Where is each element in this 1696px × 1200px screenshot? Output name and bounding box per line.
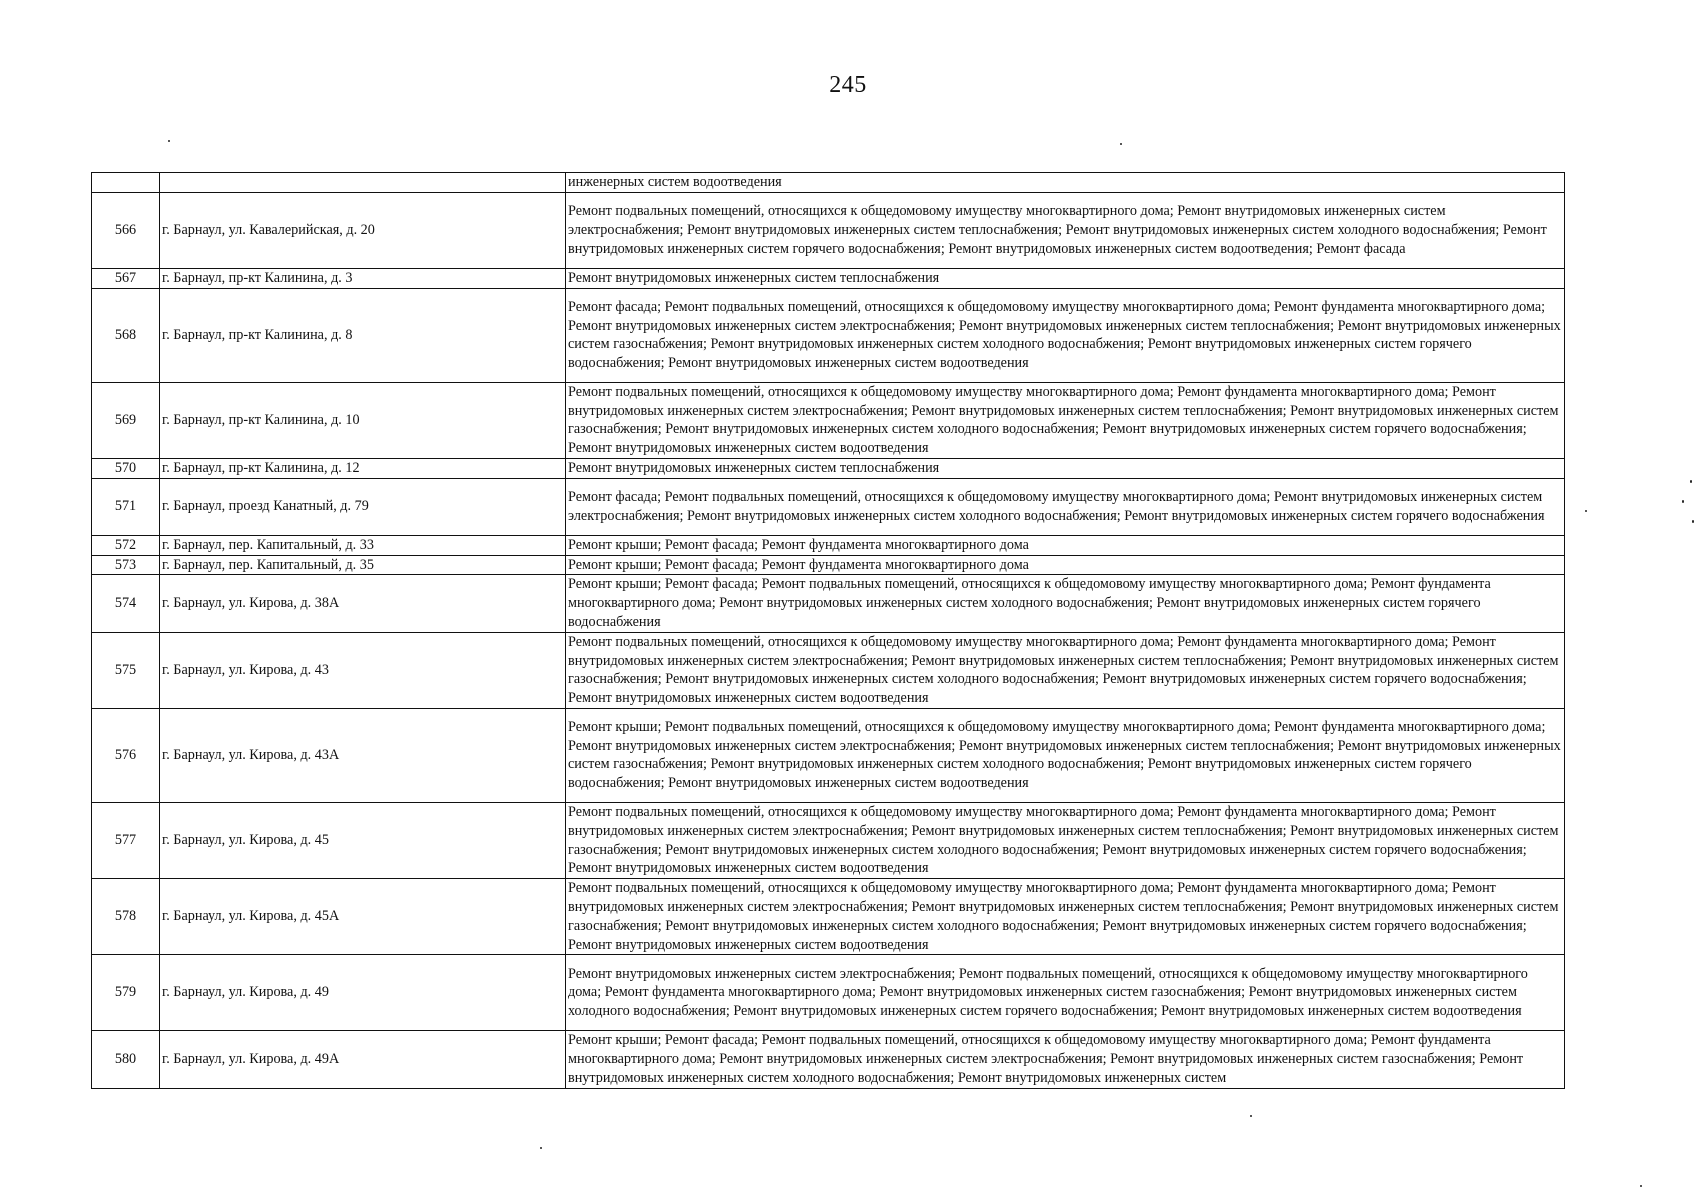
table-row	[92, 1031, 1565, 1088]
row-number: 577	[92, 802, 160, 878]
row-number: 574	[92, 575, 160, 632]
row-number: 571	[92, 478, 160, 535]
row-work-list	[566, 478, 1565, 535]
row-address: г. Барнаул, пр-кт Калинина, д. 3	[160, 269, 566, 289]
row-work-list	[566, 288, 1565, 382]
row-work-list	[566, 173, 1565, 193]
scan-speck	[1640, 1185, 1642, 1187]
row-number: 578	[92, 879, 160, 955]
row-work-text: Ремонт подвальных помещений, относящихся к общедомовому имуществу многоквартирного дома; Ремонт фундамента многоквартирного дома; Ремонт внутридомовых инженерных систем электроснабжения; Ремонт внутридомовых инженерных систем теплоснабжения; Ремонт внутридомовых инженерных систем газоснабжения; Ремонт внутридомовых инженерных систем холодного водоснабжения; Ремонт внутридомовых инженерных систем горячего водоснабжения; Ремонт внутридомовых инженерных систем водоотведения	[568, 803, 1559, 877]
row-address: г. Барнаул, пер. Капитальный, д. 35	[160, 555, 566, 575]
row-address: г. Барнаул, ул. Кирова, д. 45А	[160, 879, 566, 955]
table-row	[92, 288, 1565, 382]
row-work-text: Ремонт крыши; Ремонт подвальных помещений, относящихся к общедомовому имуществу многоквартирного дома; Ремонт фундамента многоквартирного дома; Ремонт внутридомовых инженерных систем электроснабжения; Ремонт внутридомовых инженерных систем теплоснабжения; Ремонт внутридомовых инженерных систем газоснабжения; Ремонт внутридомовых инженерных систем холодного водоснабжения; Ремонт внутридомовых инженерных систем горячего водоснабжения; Ремонт внутридомовых инженерных систем водоотведения	[568, 718, 1561, 792]
table-row	[92, 173, 1565, 193]
table-row	[92, 193, 1565, 269]
scan-speck	[540, 1147, 542, 1149]
scan-speck	[1690, 480, 1692, 483]
scan-speck	[1692, 520, 1694, 523]
row-work-text: Ремонт внутридомовых инженерных систем теплоснабжения	[568, 270, 940, 286]
row-work-text: Ремонт подвальных помещений, относящихся к общедомовому имуществу многоквартирного дома; Ремонт фундамента многоквартирного дома; Ремонт внутридомовых инженерных систем электроснабжения; Ремонт внутридомовых инженерных систем теплоснабжения; Ремонт внутридомовых инженерных систем газоснабжения; Ремонт внутридомовых инженерных систем холодного водоснабжения; Ремонт внутридомовых инженерных систем горячего водоснабжения; Ремонт внутридомовых инженерных систем водоотведения	[568, 383, 1559, 457]
table-row	[92, 632, 1565, 708]
row-work-text: Ремонт фасада; Ремонт подвальных помещений, относящихся к общедомовому имуществу многоквартирного дома; Ремонт внутридомовых инженерных систем электроснабжения; Ремонт внутридомовых инженерных систем холодного водоснабжения; Ремонт внутридомовых инженерных систем горячего водоснабжения	[568, 488, 1545, 524]
table-row	[92, 708, 1565, 802]
row-work-text: Ремонт крыши; Ремонт фасада; Ремонт подвальных помещений, относящихся к общедомовому имуществу многоквартирного дома; Ремонт фундамента многоквартирного дома; Ремонт внутридомовых инженерных систем электроснабжения; Ремонт внутридомовых инженерных систем газоснабжения; Ремонт внутридомовых инженерных систем холодного водоснабжения; Ремонт внутридомовых инженерных систем	[568, 1032, 1524, 1086]
row-address: г. Барнаул, ул. Кирова, д. 43А	[160, 708, 566, 802]
row-work-text: Ремонт внутридомовых инженерных систем электроснабжения; Ремонт подвальных помещений, относящихся к общедомовому имуществу многоквартирного дома; Ремонт фундамента многоквартирного дома; Ремонт внутридомовых инженерных систем газоснабжения; Ремонт внутридомовых инженерных систем холодного водоснабжения; Ремонт внутридомовых инженерных систем горячего водоснабжения; Ремонт внутридомовых инженерных систем водоотведения	[568, 965, 1528, 1020]
row-address: г. Барнаул, ул. Кирова, д. 49А	[160, 1031, 566, 1088]
row-number: 573	[92, 555, 160, 575]
row-work-text: Ремонт подвальных помещений, относящихся к общедомовому имуществу многоквартирного дома; Ремонт фундамента многоквартирного дома; Ремонт внутридомовых инженерных систем электроснабжения; Ремонт внутридомовых инженерных систем теплоснабжения; Ремонт внутридомовых инженерных систем газоснабжения; Ремонт внутридомовых инженерных систем холодного водоснабжения; Ремонт внутридомовых инженерных систем горячего водоснабжения; Ремонт внутридомовых инженерных систем водоотведения	[568, 880, 1559, 953]
row-work-text: Ремонт крыши; Ремонт фасада; Ремонт фундамента многоквартирного дома	[568, 536, 1029, 553]
row-number: 580	[92, 1031, 160, 1088]
row-work-list	[566, 879, 1565, 955]
table-row	[92, 382, 1565, 458]
row-work-list	[566, 955, 1565, 1031]
row-address: г. Барнаул, ул. Кирова, д. 38А	[160, 575, 566, 632]
scan-speck	[1585, 510, 1587, 512]
table-row	[92, 575, 1565, 632]
row-work-list	[566, 802, 1565, 878]
row-address: г. Барнаул, ул. Кирова, д. 45	[160, 802, 566, 878]
scan-speck	[1682, 500, 1684, 503]
row-address: г. Барнаул, пр-кт Калинина, д. 12	[160, 458, 566, 478]
row-address: г. Барнаул, пр-кт Калинина, д. 8	[160, 288, 566, 382]
row-work-list	[566, 382, 1565, 458]
row-work-text: Ремонт внутридомовых инженерных систем теплоснабжения	[568, 459, 940, 476]
page-number: 245	[829, 72, 867, 98]
row-work-text: Ремонт подвальных помещений, относящихся к общедомовому имуществу многоквартирного дома; Ремонт внутридомовых инженерных систем электроснабжения; Ремонт внутридомовых инженерных систем теплоснабжения; Ремонт внутридомовых инженерных систем холодного водоснабжения; Ремонт внутридомовых инженерных систем горячего водоснабжения; Ремонт внутридомовых инженерных систем водоотведения; Ремонт фасада	[568, 203, 1547, 257]
table-row	[92, 458, 1565, 478]
row-number: 575	[92, 632, 160, 708]
row-work-text: Ремонт крыши; Ремонт фасада; Ремонт фундамента многоквартирного дома	[568, 556, 1029, 573]
row-number: 579	[92, 955, 160, 1031]
row-work-list	[566, 575, 1565, 632]
row-number	[92, 173, 160, 193]
row-address: г. Барнаул, пр-кт Калинина, д. 10	[160, 382, 566, 458]
row-work-list	[566, 555, 1565, 575]
table-row	[92, 955, 1565, 1031]
row-work-text: Ремонт подвальных помещений, относящихся к общедомовому имуществу многоквартирного дома; Ремонт фундамента многоквартирного дома; Ремонт внутридомовых инженерных систем электроснабжения; Ремонт внутридомовых инженерных систем теплоснабжения; Ремонт внутридомовых инженерных систем газоснабжения; Ремонт внутридомовых инженерных систем холодного водоснабжения; Ремонт внутридомовых инженерных систем горячего водоснабжения; Ремонт внутридомовых инженерных систем водоотведения	[568, 633, 1559, 707]
row-address: г. Барнаул, пер. Капитальный, д. 33	[160, 535, 566, 555]
scan-speck	[1250, 1115, 1252, 1117]
row-number: 568	[92, 288, 160, 382]
row-number: 567	[92, 269, 160, 289]
row-address	[160, 173, 566, 193]
row-work-list	[566, 632, 1565, 708]
row-work-text: Ремонт фасада; Ремонт подвальных помещений, относящихся к общедомовому имуществу многоквартирного дома; Ремонт фундамента многоквартирного дома; Ремонт внутридомовых инженерных систем электроснабжения; Ремонт внутридомовых инженерных систем теплоснабжения; Ремонт внутридомовых инженерных систем газоснабжения; Ремонт внутридомовых инженерных систем холодного водоснабжения; Ремонт внутридомовых инженерных систем горячего водоснабжения; Ремонт внутридомовых инженерных систем водоотведения	[568, 298, 1561, 372]
row-work-list	[566, 269, 1565, 289]
row-address: г. Барнаул, ул. Кирова, д. 43	[160, 632, 566, 708]
row-number: 576	[92, 708, 160, 802]
row-work-list	[566, 1031, 1565, 1088]
scan-speck	[1120, 143, 1122, 145]
row-address: г. Барнаул, ул. Кирова, д. 49	[160, 955, 566, 1031]
table-row	[92, 879, 1565, 955]
row-work-list	[566, 458, 1565, 478]
row-address: г. Барнаул, проезд Канатный, д. 79	[160, 478, 566, 535]
row-work-list	[566, 708, 1565, 802]
row-number: 569	[92, 382, 160, 458]
row-work-list	[566, 535, 1565, 555]
table-row	[92, 478, 1565, 535]
table-row	[92, 802, 1565, 878]
row-work-text: Ремонт крыши; Ремонт фасада; Ремонт подвальных помещений, относящихся к общедомовому имуществу многоквартирного дома; Ремонт фундамента многоквартирного дома; Ремонт внутридомовых инженерных систем холодного водоснабжения; Ремонт внутридомовых инженерных систем горячего водоснабжения	[568, 576, 1491, 630]
repair-schedule-table	[91, 172, 1565, 1089]
row-address: г. Барнаул, ул. Кавалерийская, д. 20	[160, 193, 566, 269]
table-row	[92, 535, 1565, 555]
row-work-text: инженерных систем водоотведения	[568, 174, 782, 191]
row-number: 566	[92, 193, 160, 269]
row-number: 572	[92, 535, 160, 555]
table-row	[92, 269, 1565, 289]
row-work-list	[566, 193, 1565, 269]
table-row	[92, 555, 1565, 575]
row-number: 570	[92, 458, 160, 478]
scan-speck	[168, 140, 170, 142]
